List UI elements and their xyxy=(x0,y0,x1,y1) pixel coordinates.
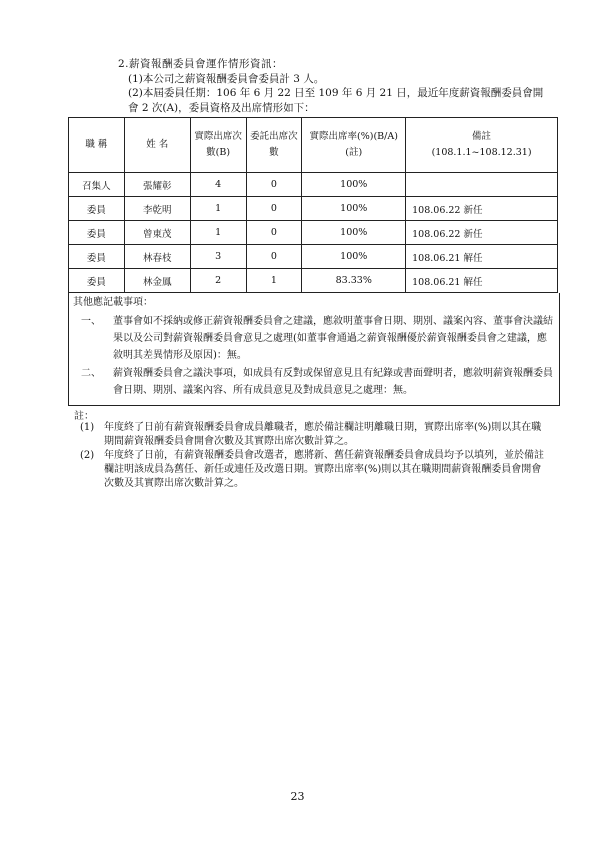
table-header-row xyxy=(69,118,558,173)
cell-note: 108.06.21 解任 xyxy=(406,269,558,293)
cell-actual: 3 xyxy=(190,245,246,269)
section-heading: 2.薪資報酬委員會運作情形資訊： xyxy=(118,58,284,70)
cell-actual: 2 xyxy=(190,269,246,293)
other-item-text: 薪資報酬委員會之議決事項，如成員有反對或保留意見且有紀錄或書面聲明者，應敘明薪資報酬委員會日期、期別、議案內容、所有成員意見及對成員意見之處理：無。 xyxy=(113,368,553,396)
table-row xyxy=(69,221,558,245)
header-title: 職 稱 xyxy=(69,118,125,173)
note-text: 年度終了日前，有薪資報酬委員會改選者，應將新、舊任薪資報酬委員會成員均予以填列，並於備註欄註明該成員為舊任、新任或連任及改選日期。實際出席率(%)則以其在職期間薪資報酬委員會開會次數及其實際出席次數計算之。 xyxy=(104,450,544,489)
cell-title: 委員 xyxy=(69,197,125,221)
note-number: (1) xyxy=(80,422,95,433)
cell-note: 108.06.21 解任 xyxy=(406,245,558,269)
cell-actual: 1 xyxy=(190,221,246,245)
cell-note: 108.06.22 新任 xyxy=(406,221,558,245)
cell-rate: 83.33% xyxy=(302,269,406,293)
cell-actual: 1 xyxy=(190,197,246,221)
note-text: 年度終了日前有薪資報酬委員會成員離職者，應於備註欄註明離職日期，實際出席率(%)則以其在職期間薪資報酬委員會開會次數及其實際出席次數計算之。 xyxy=(104,422,542,447)
cell-name: 林春枝 xyxy=(124,245,190,269)
header-actual-attendance: 實際出席次數(B) xyxy=(190,118,246,173)
cell-name: 曾東茂 xyxy=(124,221,190,245)
cell-name: 張耀彰 xyxy=(124,173,190,197)
other-item-number: 一、 xyxy=(81,316,101,327)
other-item-number: 二、 xyxy=(81,368,101,379)
header-name: 姓 名 xyxy=(124,118,190,173)
table-row xyxy=(69,197,558,221)
cell-rate: 100% xyxy=(302,221,406,245)
header-note-label: 備註 xyxy=(472,131,492,142)
cell-rate: 100% xyxy=(302,197,406,221)
table-row xyxy=(69,269,558,293)
cell-rate: 100% xyxy=(302,245,406,269)
note-number: (2) xyxy=(80,450,95,461)
cell-title: 委員 xyxy=(69,269,125,293)
cell-proxy: 0 xyxy=(246,173,302,197)
page-number: 23 xyxy=(290,790,305,803)
cell-proxy: 1 xyxy=(246,269,302,293)
cell-title: 委員 xyxy=(69,221,125,245)
other-items-box xyxy=(68,293,560,406)
cell-actual: 4 xyxy=(190,173,246,197)
cell-proxy: 0 xyxy=(246,197,302,221)
other-item-text: 董事會如不採納或修正薪資報酬委員會之建議，應敘明董事會日期、期別、議案內容、董事會決議結果以及公司對薪資報酬委員會意見之處理(如董事會通過之薪資報酬優於薪資報酬委員會之建議，應敘明其差異情形及原因)：無。 xyxy=(113,316,553,361)
term-info-text: (2)本屆委員任期：106 年 6 月 22 日至 109 年 6 月 21 日，最近年度薪資報酬委員會開會 2 次(A)，委員資格及出席情形如下： xyxy=(128,87,544,114)
table-row xyxy=(69,173,558,197)
table-row xyxy=(69,245,558,269)
attendance-table xyxy=(68,117,558,293)
cell-note xyxy=(406,173,558,197)
header-proxy-attendance: 委託出席次數 xyxy=(246,118,302,173)
other-item xyxy=(73,365,553,399)
note-item xyxy=(80,449,550,491)
cell-title: 召集人 xyxy=(69,173,125,197)
header-note-period: (108.1.1~108.12.31) xyxy=(431,147,532,158)
member-count-text: (1)本公司之薪資報酬委員會委員計 3 人。 xyxy=(128,73,325,85)
notes-label: 註： xyxy=(74,411,94,422)
cell-title: 委員 xyxy=(69,245,125,269)
other-items-label: 其他應記載事項： xyxy=(73,297,153,308)
cell-note: 108.06.22 新任 xyxy=(406,197,558,221)
header-attendance-rate: 實際出席率(%)(B/A)(註) xyxy=(302,118,406,173)
cell-proxy: 0 xyxy=(246,245,302,269)
other-item xyxy=(73,313,553,364)
cell-proxy: 0 xyxy=(246,221,302,245)
note-item xyxy=(80,421,550,449)
header-note xyxy=(406,118,558,173)
cell-name: 林金鳳 xyxy=(124,269,190,293)
cell-rate: 100% xyxy=(302,173,406,197)
cell-name: 李乾明 xyxy=(124,197,190,221)
